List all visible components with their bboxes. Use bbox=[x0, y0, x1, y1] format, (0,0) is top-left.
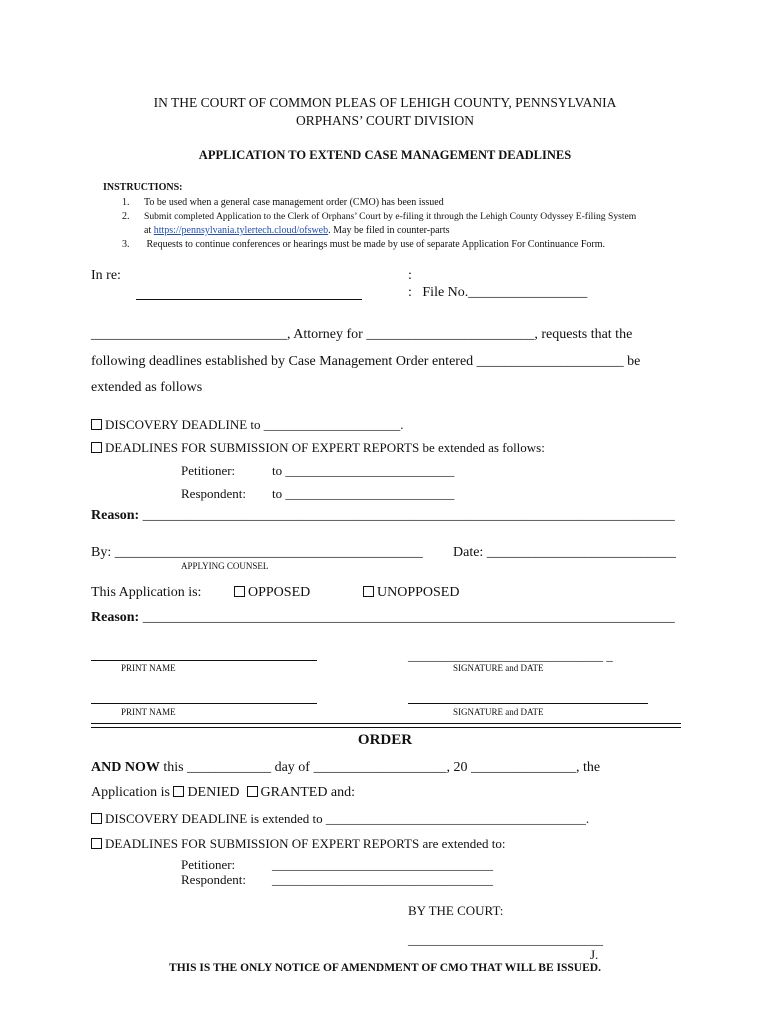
print-name-label-2: PRINT NAME bbox=[121, 707, 176, 717]
instruction-3-number: 3. bbox=[122, 239, 130, 250]
instruction-1-text: To be used when a general case management order (CMO) has been issued bbox=[144, 197, 444, 208]
discovery-deadline-text[interactable]: DISCOVERY DEADLINE to _____________________. bbox=[105, 417, 404, 432]
in-re-label: In re: bbox=[91, 268, 121, 283]
form-title: APPLICATION TO EXTEND CASE MANAGEMENT DEADLINES bbox=[198, 148, 572, 162]
section-divider bbox=[91, 723, 681, 728]
denied-checkbox[interactable] bbox=[173, 786, 184, 797]
opposed-checkbox[interactable] bbox=[234, 586, 245, 597]
opposition-reason-line[interactable]: ____________________________________________________________________________ bbox=[139, 610, 675, 625]
expert-deadline-text: DEADLINES FOR SUBMISSION OF EXPERT REPORTS be extended as follows: bbox=[105, 440, 545, 455]
signature-line-1[interactable]: ______________________________ _ bbox=[408, 648, 613, 663]
date-line[interactable]: Date: ___________________________ bbox=[453, 545, 676, 560]
file-number[interactable]: : File No._________________ bbox=[408, 285, 588, 300]
expert-checkbox[interactable] bbox=[91, 442, 102, 453]
discovery-deadline-row bbox=[91, 417, 404, 433]
instruction-2-prefix: at bbox=[144, 225, 154, 236]
by-counsel-line[interactable]: By: ____________________________________________ bbox=[91, 545, 423, 560]
order-title: ORDER bbox=[357, 732, 413, 748]
respondent-label: Respondent: bbox=[181, 486, 246, 501]
opposed-option bbox=[234, 585, 310, 601]
order-date-line[interactable]: this ____________ day of ___________________, 20 _______________, the bbox=[159, 760, 601, 775]
order-discovery-checkbox[interactable] bbox=[91, 813, 102, 824]
order-petitioner-label: Petitioner: bbox=[181, 857, 236, 872]
judge-suffix: J. bbox=[590, 947, 599, 962]
instruction-2-text: Submit completed Application to the Clerk of Orphans’ Court by e-filing it through the Lehigh County Odyssey E-filing System bbox=[144, 211, 637, 222]
judge-signature-line[interactable]: ______________________________ bbox=[408, 932, 603, 947]
expert-deadline-row bbox=[91, 440, 545, 456]
granted-checkbox[interactable] bbox=[247, 786, 258, 797]
opposition-reason-label: Reason: bbox=[91, 610, 140, 625]
instruction-2-number: 2. bbox=[122, 211, 130, 222]
order-and-now-row bbox=[91, 760, 600, 776]
respondent-deadline[interactable]: to __________________________ bbox=[272, 486, 455, 501]
court-division: ORPHANS’ COURT DIVISION bbox=[296, 113, 474, 128]
instruction-3-text: Requests to continue conferences or hearings must be made by use of separate Application For Continuance Form. bbox=[144, 239, 605, 250]
print-name-line-2[interactable] bbox=[91, 703, 317, 704]
signature-line-2[interactable] bbox=[408, 703, 648, 704]
application-is-label: This Application is: bbox=[91, 585, 202, 600]
discovery-checkbox[interactable] bbox=[91, 419, 102, 430]
applying-counsel-label: APPLYING COUNSEL bbox=[181, 561, 269, 571]
efiling-link[interactable]: https://pennsylvania.tylertech.cloud/ofsweb bbox=[153, 225, 329, 236]
attorney-line[interactable]: ____________________________, Attorney for ________________________, requests that the bbox=[91, 327, 633, 342]
order-expert-text: DEADLINES FOR SUBMISSION OF EXPERT REPORTS are extended to: bbox=[105, 836, 506, 851]
petitioner-deadline[interactable]: to __________________________ bbox=[272, 463, 455, 478]
by-the-court-label: BY THE COURT: bbox=[408, 903, 504, 918]
signature-label-1: SIGNATURE and DATE bbox=[453, 663, 544, 673]
extended-as-follows: extended as follows bbox=[91, 380, 203, 395]
petitioner-label: Petitioner: bbox=[181, 463, 236, 478]
granted-label: GRANTED and: bbox=[260, 785, 356, 800]
order-respondent-line[interactable]: __________________________________ bbox=[272, 872, 493, 887]
reason-row bbox=[91, 508, 675, 524]
court-name: IN THE COURT OF COMMON PLEAS OF LEHIGH COUNTY, PENNSYLVANIA bbox=[153, 95, 617, 110]
cmo-notice: THIS IS THE ONLY NOTICE OF AMENDMENT OF CMO THAT WILL BE ISSUED. bbox=[169, 962, 601, 974]
unopposed-label: UNOPPOSED bbox=[377, 585, 460, 600]
unopposed-checkbox[interactable] bbox=[363, 586, 374, 597]
opposed-label: OPPOSED bbox=[248, 585, 311, 600]
caption-colon: : bbox=[408, 268, 412, 283]
unopposed-option bbox=[363, 585, 459, 601]
denied-label: DENIED bbox=[187, 785, 240, 800]
print-name-line-1[interactable] bbox=[91, 660, 317, 661]
signature-label-2: SIGNATURE and DATE bbox=[453, 707, 544, 717]
order-petitioner-line[interactable]: __________________________________ bbox=[272, 857, 493, 872]
instruction-1-number: 1. bbox=[122, 197, 130, 208]
order-discovery-text[interactable]: DISCOVERY DEADLINE is extended to ________________________________________. bbox=[105, 811, 590, 826]
opposition-reason-row bbox=[91, 610, 675, 626]
cmo-date-line[interactable]: following deadlines established by Case Management Order entered _____________________ be bbox=[91, 354, 641, 369]
print-name-label-1: PRINT NAME bbox=[121, 663, 176, 673]
order-expert-checkbox[interactable] bbox=[91, 838, 102, 849]
instruction-2-suffix: . May be filed in counter-parts bbox=[328, 225, 450, 236]
order-discovery-row bbox=[91, 811, 589, 827]
instruction-2-line2 bbox=[144, 225, 450, 236]
and-now-label: AND NOW bbox=[91, 760, 160, 775]
order-respondent-label: Respondent: bbox=[181, 872, 246, 887]
in-re-name-line[interactable] bbox=[136, 299, 362, 300]
order-disposition-row bbox=[91, 785, 355, 801]
order-expert-row bbox=[91, 836, 506, 852]
application-is-label-order: Application is bbox=[91, 785, 170, 800]
reason-label: Reason: bbox=[91, 508, 140, 523]
instructions-heading: INSTRUCTIONS: bbox=[103, 182, 183, 193]
reason-line[interactable]: ____________________________________________________________________________ bbox=[139, 508, 675, 523]
